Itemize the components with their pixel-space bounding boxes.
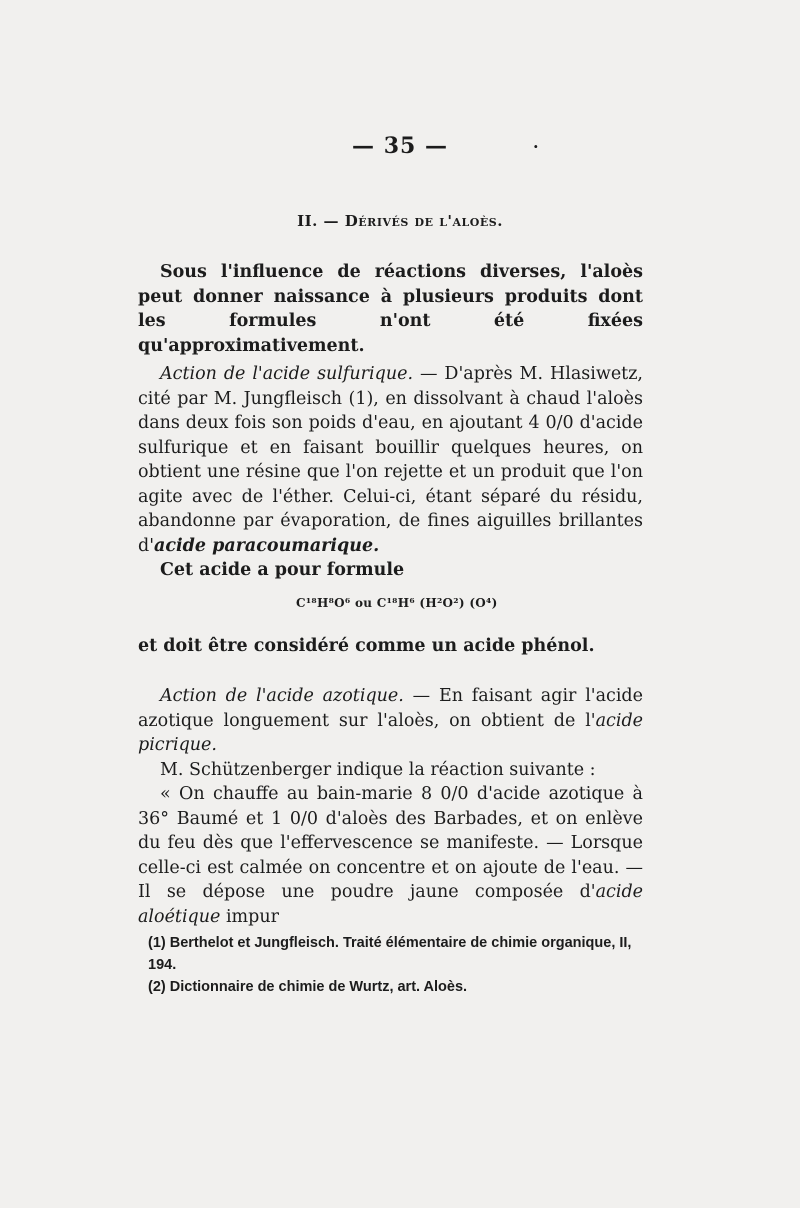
nitric-text: — En faisant agir l'acide azotique longuement sur l'aloès, on obtient de l' [138, 686, 643, 731]
footnotes [148, 932, 638, 998]
section-title [0, 212, 800, 230]
page-number-text: — 35 — [352, 133, 448, 159]
picric-acid: acide picrique. [138, 710, 643, 755]
paragraph-nitric [138, 684, 643, 929]
stray-dot: . [533, 133, 540, 152]
formula-intro: Cet acide a pour formule [160, 560, 405, 580]
sulfuric-heading: Action de l'acide sulfurique. [160, 364, 414, 384]
footnote-1: (1) Berthelot et Jungfleisch. Traité élémentaire de chimie organique, II, 194. [148, 935, 632, 973]
section-heading: Dérivés de l'aloès. [344, 212, 503, 230]
aloetic-acid: acide aloétique [138, 882, 643, 927]
paragraph-intro [138, 260, 643, 358]
schutzenberger-text: M. Schützenberger indique la réaction suivante : [160, 759, 596, 780]
section-number: II. — [297, 212, 345, 230]
reaction-end: impur [220, 906, 279, 927]
intro-text: Sous l'influence de réactions diverses, l'aloès peut donner naissance à plusieurs produits dont les formules n'ont été fixées qu'approximativement. [138, 262, 643, 356]
paracoumaric-acid: acide paracoumarique. [154, 535, 380, 556]
page-number [0, 133, 800, 159]
chemical-formula: C¹⁸H⁸O⁶ ou C¹⁸H⁶ (H²O²) (O⁴) [296, 596, 498, 610]
paragraph-sulfuric [138, 362, 643, 583]
phenol-text: et doit être considéré comme un acide phénol. [138, 636, 595, 656]
sulfuric-text: — D'après M. Hlasiwetz, cité par M. Jungfleisch (1), en dissolvant à chaud l'aloès dans deux fois son poids d'eau, en ajoutant 4 0/0 d'acide sulfurique et en faisant bouillir quelques heures, on obtient une résine que l'on rejette et un produit que l'on agite avec de l'éther. Celui-ci, étant séparé du résidu, abandonne par évaporation, de fines aiguilles brillantes d' [138, 364, 643, 556]
paragraph-phenol [138, 634, 643, 659]
footnote-2: (2) Dictionnaire de chimie de Wurtz, art. Aloès. [148, 979, 468, 995]
reaction-text: « On chauffe au bain-marie 8 0/0 d'acide azotique à 36° Baumé et 1 0/0 d'aloès des Barbades, et on enlève du feu dès que l'effervescence se manifeste. — Lorsque celle-ci est calmée on concentre et on ajoute de l'eau. — Il se dépose une poudre jaune composée d' [138, 784, 643, 902]
nitric-heading: Action de l'acide azotique. [160, 686, 404, 706]
